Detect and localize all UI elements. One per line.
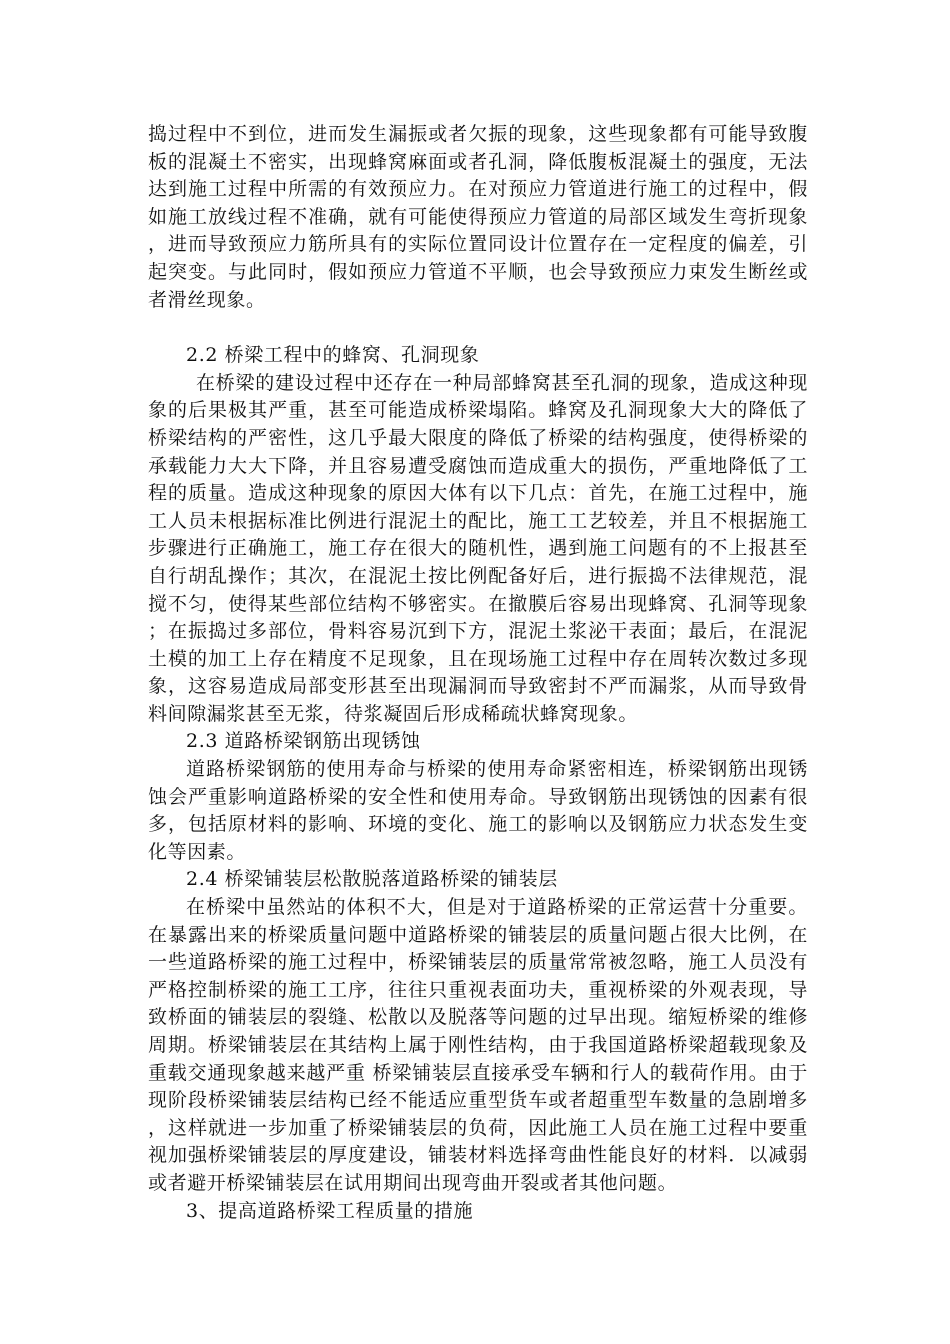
section-heading-3: 3、提高道路桥梁工程质量的措施	[186, 1199, 474, 1222]
paragraph-section-2-4: 在桥梁中虽然站的体积不大，但是对于道路桥梁的正常运营十分重要。在暴露出来的桥梁质量问题中道路桥梁的铺装层的质量问题占很大比例，在一些道路桥梁的施工过程中，桥梁铺装层的质量常常被忽略，施工人员没有严格控制桥梁的施工工序，往往只重视表面功夫，重视桥梁的外观表现，导致桥面的铺装层的裂缝、松散以及脱落等问题的过早出现。缩短桥梁的维修周期。桥梁铺装层在其结构上属于刚性结构，由于我国道路桥梁超载现象及重载交通现象越来越严重 桥梁铺装层直接承受车辆和行人的载荷作用。由于现阶段桥梁铺装层结构已经不能适应重型货车或者超重型车数量的急剧增多，这样就进一步加重了桥梁铺装层的负荷，因此施工人员在施工过程中要重视加强桥梁铺装层的厚度建设，铺装材料选择弯曲性能良好的材料．以减弱或者避开桥梁铺装层在试用期间出现弯曲开裂或者其他问题。	[148, 896, 808, 1194]
section-heading-2-2: 2.2 桥梁工程中的蜂窝、孔洞现象	[186, 344, 480, 367]
section-heading-2-4: 2.4 桥梁铺装层松散脱落道路桥梁的铺装层	[186, 868, 558, 891]
paragraph-intro: 捣过程中不到位，进而发生漏振或者欠振的现象，这些现象都有可能导致腹板的混凝土不密实，出现蜂窝麻面或者孔洞，降低腹板混凝土的强度，无法达到施工过程中所需的有效预应力。在对预应力管道进行施工的过程中，假如施工放线过程不准确，就有可能使得预应力管道的局部区域发生弯折现象，进而导致预应力筋所具有的实际位置同设计位置存在一定程度的偏差，引起突变。与此同时，假如预应力管道不平顺，也会导致预应力束发生断丝或者滑丝现象。	[148, 123, 808, 311]
paragraph-section-2-2: 在桥梁的建设过程中还存在一种局部蜂窝甚至孔洞的现象，造成这种现象的后果极其严重，甚至可能造成桥梁塌陷。蜂窝及孔洞现象大大的降低了桥梁结构的严密性，这几乎最大限度的降低了桥梁的结构强度，使得桥梁的承载能力大大下降，并且容易遭受腐蚀而造成重大的损伤，严重地降低了工程的质量。造成这种现象的原因大体有以下几点：首先，在施工过程中，施工人员未根据标准比例进行混泥土的配比，施工工艺较差，并且不根据施工步骤进行正确施工，施工存在很大的随机性，遇到施工问题有的不上报甚至自行胡乱操作；其次，在混泥土按比例配备好后，进行振捣不法律规范，混搅不匀，使得某些部位结构不够密实。在撤膜后容易出现蜂窝、孔洞等现象；在振捣过多部位，骨料容易沉到下方，混泥土浆泌干表面；最后，在混泥土模的加工上存在精度不足现象，且在现场施工过程中存在周转次数过多现象，这容易造成局部变形甚至出现漏洞而导致密封不严而漏浆，从而导致骨料间隙漏浆甚至无浆，待浆凝固后形成稀疏状蜂窝现象。	[148, 371, 808, 725]
document-body	[148, 121, 808, 1225]
section-heading-2-3: 2.3 道路桥梁钢筋出现锈蚀	[186, 730, 421, 753]
paragraph-section-2-3: 道路桥梁钢筋的使用寿命与桥梁的使用寿命紧密相连，桥梁钢筋出现锈蚀会严重影响道路桥梁的安全性和使用寿命。导致钢筋出现锈蚀的因素有很多，包括原材料的影响、环境的变化、施工的影响以及钢筋应力状态发生变化等因素。	[148, 758, 808, 863]
